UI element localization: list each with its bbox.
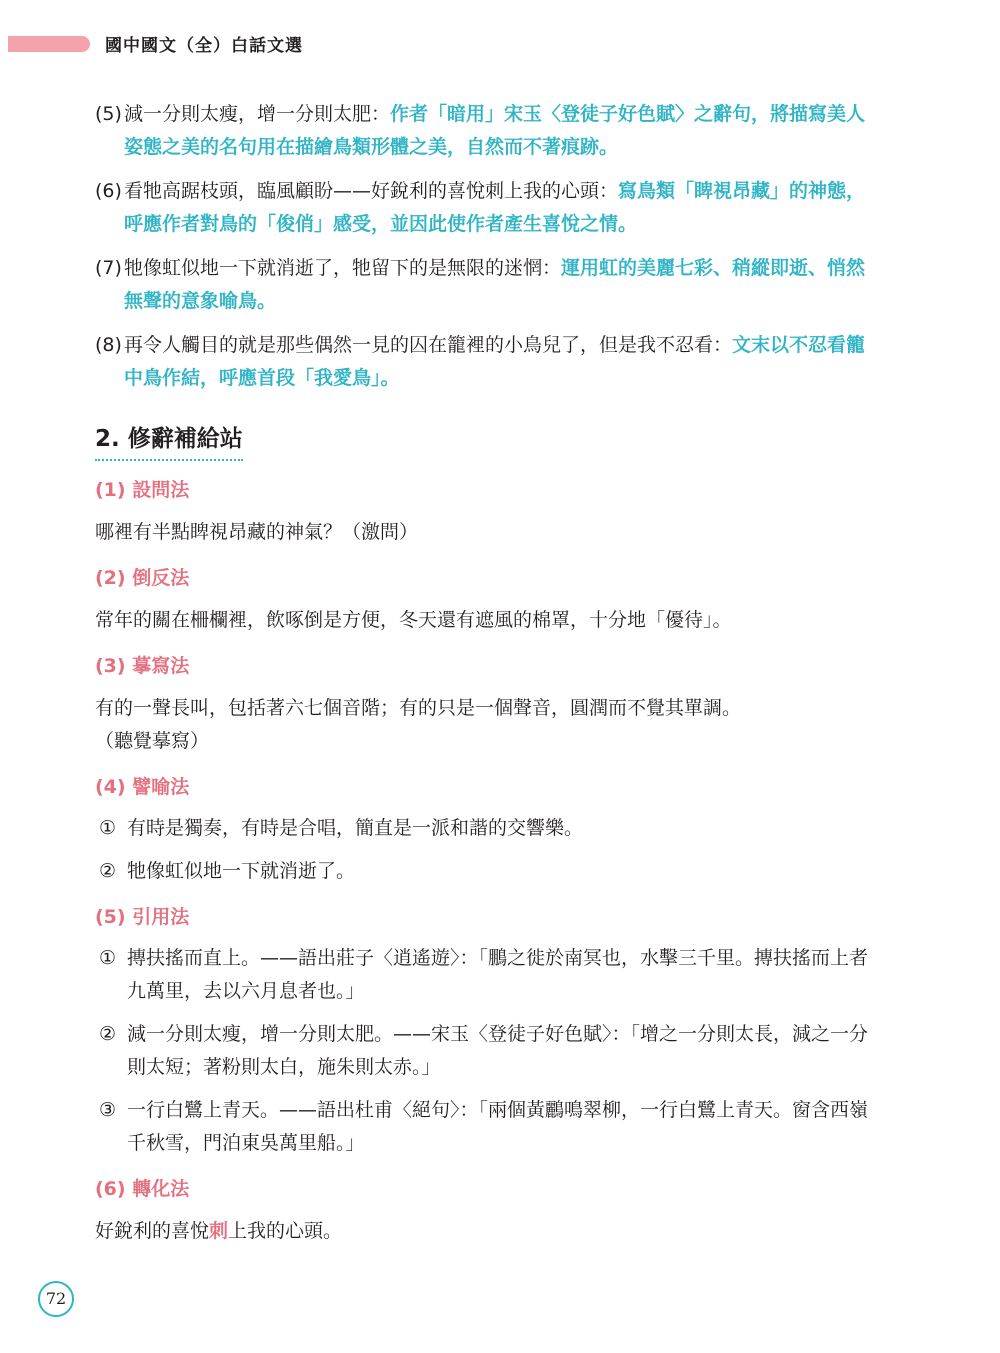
item-marker: ① [99, 947, 117, 969]
example-pre: 好銳利的喜悅 [95, 1220, 210, 1242]
note-7 [95, 252, 877, 318]
list-item [95, 812, 877, 845]
note-number: (8) [95, 334, 122, 356]
rhetoric-example-2: 常年的關在柵欄裡，飲啄倒是方便，冬天還有遮風的棉罩，十分地「優待」。 [95, 609, 732, 631]
highlight-word: 刺 [209, 1220, 229, 1242]
item-text: 減一分則太瘦，增一分則太肥。——宋玉〈登徒子好色賦〉：「增之一分則太長，減之一分則太短；著粉則太白，施朱則太赤。」 [127, 1023, 869, 1078]
item-text: 牠像虹似地一下就消逝了。 [127, 860, 356, 882]
page-number: 72 [38, 1281, 74, 1317]
rhetoric-title-4: (4) 譬喻法 [95, 776, 190, 798]
item-marker: ③ [99, 1099, 117, 1121]
rhetoric-title-1: (1) 設問法 [95, 479, 190, 501]
item-marker: ② [99, 860, 117, 882]
note-number: (5) [95, 103, 122, 125]
example-post: 上我的心頭。 [228, 1220, 343, 1242]
item-marker: ① [99, 817, 117, 839]
rhetoric-example-1: 哪裡有半點睥視昂藏的神氣？（激問） [95, 521, 419, 543]
note-8 [95, 329, 877, 395]
list-item [95, 855, 877, 888]
note-number: (6) [95, 180, 122, 202]
list-item [95, 1018, 877, 1084]
note-explanation: 運用虹的美麗七彩、稍縱即逝、悄然無聲的意象喻鳥。 [124, 257, 866, 312]
rhetoric-example-6 [95, 1215, 877, 1248]
note-quote: 看牠高踞枝頭，臨風顧盼——好銳利的喜悅刺上我的心頭： [124, 180, 619, 202]
note-explanation: 文末以不忍看籠中鳥作結，呼應首段「我愛鳥」。 [124, 334, 866, 389]
rhetoric-title-5: (5) 引用法 [95, 906, 190, 928]
rhetoric-example-3 [95, 692, 877, 758]
note-quote: 牠像虹似地一下就消逝了，牠留下的是無限的迷惘： [124, 257, 562, 279]
rhetoric-title-6: (6) 轉化法 [95, 1178, 190, 1200]
item-marker: ② [99, 1023, 117, 1045]
note-explanation: 作者「暗用」宋玉〈登徒子好色賦〉之辭句，將描寫美人姿態之美的名句用在描繪鳥類形體之美，自然而不著痕跡。 [124, 103, 866, 158]
header-decor-bar [8, 36, 90, 52]
page-content [95, 98, 877, 1248]
list-item [95, 1094, 877, 1160]
note-explanation: 寫鳥類「睥視昂藏」的神態，呼應作者對鳥的「俊俏」感受，並因此使作者產生喜悅之情。 [124, 180, 866, 235]
item-text: 一行白鷺上青天。——語出杜甫〈絕句〉：「兩個黃鸝鳴翠柳，一行白鷺上青天。窗含西嶺千秋雪，門泊東吳萬里船。」 [127, 1099, 869, 1154]
rhetoric-example-3-note: （聽覺摹寫） [95, 730, 210, 752]
rhetoric-title-3: (3) 摹寫法 [95, 655, 190, 677]
page-header-title: 國中國文（全）白話文選 [105, 36, 303, 56]
list-item [95, 942, 877, 1008]
note-quote: 減一分則太瘦，增一分則太肥： [124, 103, 391, 125]
rhetoric-example-3-text: 有的一聲長叫，包括著六七個音階；有的只是一個聲音，圓潤而不覺其單調。 [95, 697, 742, 719]
item-text: 有時是獨奏，有時是合唱，簡直是一派和諧的交響樂。 [127, 817, 584, 839]
note-quote: 再令人觸目的就是那些偶然一見的囚在籠裡的小鳥兒了，但是我不忍看： [124, 334, 733, 356]
rhetoric-title-2: (2) 倒反法 [95, 567, 190, 589]
note-6 [95, 175, 877, 241]
item-text: 摶扶搖而直上。——語出莊子〈逍遙遊〉：「鵬之徙於南冥也，水擊三千里。摶扶搖而上者九萬里，去以六月息者也。」 [127, 947, 869, 1002]
note-5 [95, 98, 877, 164]
section-title: 2. 修辭補給站 [95, 420, 243, 461]
note-number: (7) [95, 257, 122, 279]
